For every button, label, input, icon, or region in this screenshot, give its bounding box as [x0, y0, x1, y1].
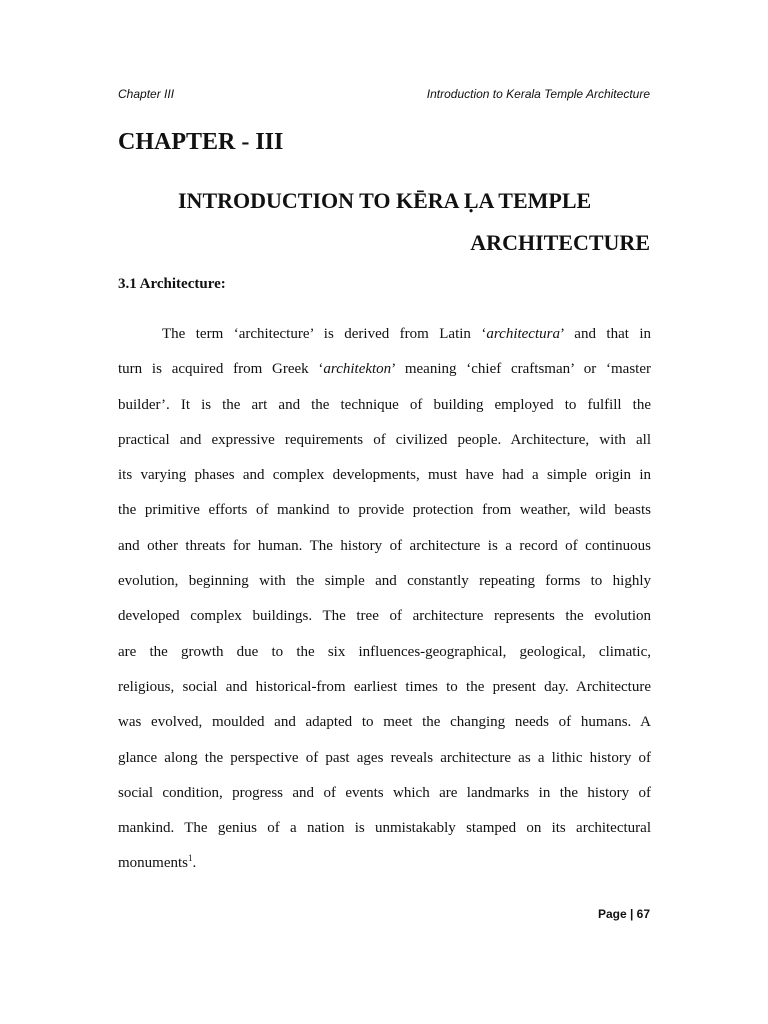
paragraph-line: glance along the perspective of past ages reveals architecture as a lithic history of	[118, 749, 651, 766]
paragraph-line: its varying phases and complex developments, must have had a simple origin in	[118, 467, 651, 484]
paragraph-line	[118, 317, 651, 352]
text-run: .	[192, 855, 197, 872]
paragraph-line: developed complex buildings. The tree of architecture represents the evolution	[118, 608, 651, 625]
greek-term: architekton	[323, 361, 392, 378]
paragraph-line: mankind. The genius of a nation is unmistakably stamped on its architectural	[118, 820, 651, 837]
text-run: turn is acquired from Greek ‘	[118, 361, 324, 378]
chapter-label: CHAPTER - III	[118, 129, 284, 155]
paragraph-line: religious, social and historical-from earliest times to the present day. Architecture	[118, 678, 651, 695]
paragraph-line: builder’. It is the art and the technique of building employed to fulfill the	[118, 396, 651, 413]
paragraph-line	[118, 846, 651, 881]
paragraph-line: evolution, beginning with the simple and constantly repeating forms to highly	[118, 573, 651, 590]
paragraph-line: practical and expressive requirements of civilized people. Architecture, with all	[118, 431, 651, 448]
footnote-marker[interactable]: 1	[188, 853, 193, 864]
paragraph-line: and other threats for human. The history of architecture is a record of continuous	[118, 537, 651, 554]
text-run: The term ‘architecture’ is derived from Latin ‘	[162, 326, 487, 342]
paragraph-line: was evolved, moulded and adapted to meet the changing needs of humans. A	[118, 714, 651, 731]
running-header-chapter: Chapter III	[118, 87, 175, 101]
latin-term: architectura	[486, 326, 560, 342]
paragraph-line	[118, 352, 651, 387]
section-heading: 3.1 Architecture:	[118, 276, 226, 292]
page-number: Page | 67	[597, 907, 650, 921]
text-run: ’ meaning ‘chief craftsman’ or ‘master	[391, 361, 651, 378]
text-run: ’ and that in	[559, 326, 651, 342]
chapter-title-line-2: ARCHITECTURE	[470, 230, 650, 255]
paragraph-line: social condition, progress and of events which are landmarks in the history of	[118, 784, 651, 801]
paragraph-line: the primitive efforts of mankind to provide protection from weather, wild beasts	[118, 502, 651, 519]
running-header-title: Introduction to Kerala Temple Architecture	[426, 87, 650, 101]
paragraph-line: are the growth due to the six influences-geographical, geological, climatic,	[118, 643, 651, 660]
chapter-title-line-1: INTRODUCTION TO KĒRA ḶA TEMPLE	[178, 188, 592, 213]
chapter-title	[118, 180, 650, 264]
text-run: monuments	[118, 855, 188, 872]
body-paragraph	[118, 317, 651, 882]
